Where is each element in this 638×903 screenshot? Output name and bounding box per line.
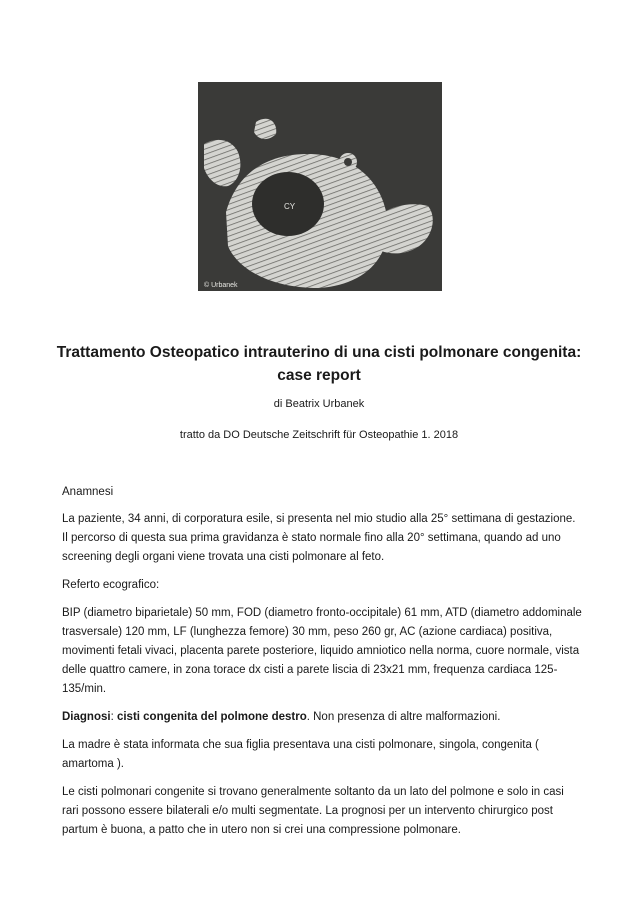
document-body: [62, 483, 582, 849]
diagnosi-label: Diagnosi: [62, 711, 111, 723]
diagnosi-bold: cisti congenita del polmone destro: [116, 711, 307, 723]
small-ring-center: [344, 158, 352, 166]
diagnosi-paragraph: [62, 708, 582, 727]
diagnosi-colon: :: [110, 711, 117, 723]
madre-paragraph: La madre è stata informata che sua figlia presentava una cisti polmonare, singola, congenita ( amartoma ).: [62, 739, 539, 770]
anamnesi-paragraph: La paziente, 34 anni, di corporatura esile, si presenta nel mio studio alla 25° settimana di gestazione. Il percorso di questa sua prima gravidanza è stato normale fino alla 20° settimana, quando ad uno screening degli organi viene trovata una cisti polmonare al feto.: [62, 513, 576, 563]
diagnosi-rest: . Non presenza di altre malformazioni.: [306, 711, 501, 723]
ultrasound-illustration: [198, 82, 442, 291]
document-title: Trattamento Osteopatico intrauterino di una cisti polmonare congenita: case report: [56, 344, 582, 384]
cyst-label: CY: [284, 202, 296, 211]
cisti-paragraph: Le cisti polmonari congenite si trovano generalmente soltanto da un lato del polmone e solo in casi rari possono essere bilaterali e/o multi segmentate. La prognosi per un intervento chirurgico post partum è buona, a patto che in utero non si crei una compressione polmonare.: [62, 786, 564, 836]
referto-heading: Referto ecografico:: [62, 579, 160, 591]
anamnesi-heading: Anamnesi: [62, 486, 114, 498]
author-line: di Beatrix Urbanek: [273, 398, 365, 410]
referto-paragraph: BIP (diametro biparietale) 50 mm, FOD (diametro fronto-occipitale) 61 mm, ATD (diametro addominale trasversale) 120 mm, LF (lunghezza femore) 30 mm, peso 260 gr, AC (azione cardiaca) positiva, movimenti fetali vivaci, placenta parete posteriore, liquido amniotico nella norma, cuore normale, vista delle quattro camere, in zona torace dx cisti a parete liscia di 23x21 mm, frequenza cardiaca 125-135/min.: [62, 607, 582, 695]
image-credit: © Urbanek: [204, 282, 238, 289]
ultrasound-drawing: [198, 82, 442, 291]
source-line: tratto da DO Deutsche Zeitschrift für Osteopathie 1. 2018: [179, 429, 459, 441]
